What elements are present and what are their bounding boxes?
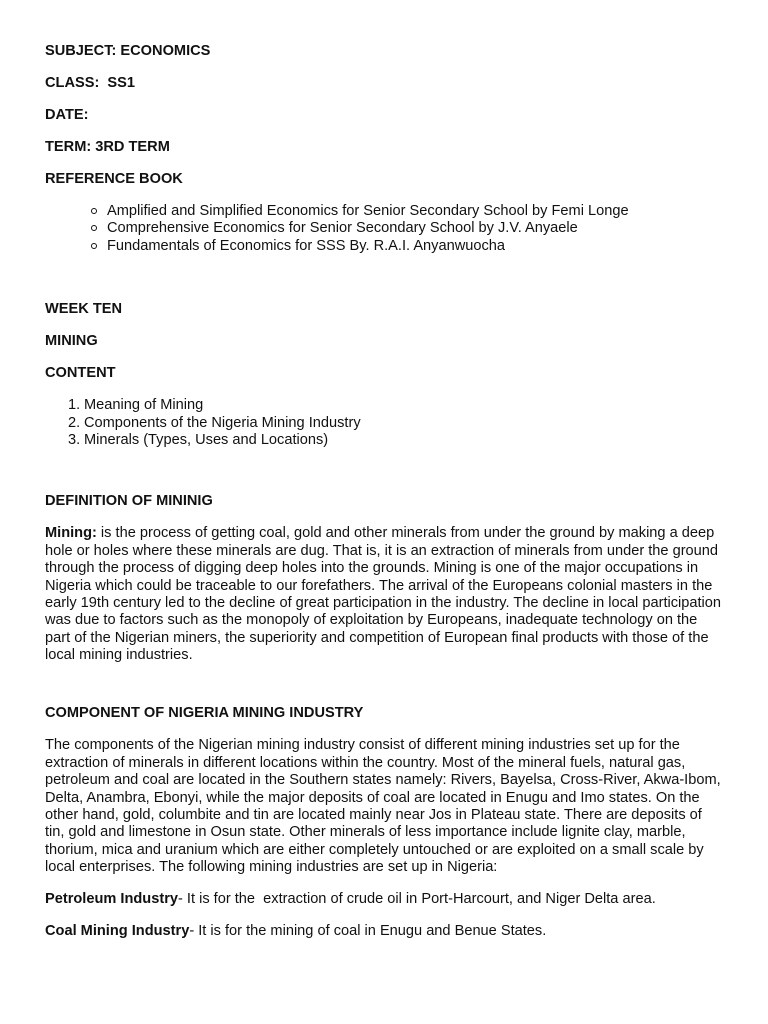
industry-name: Petroleum Industry xyxy=(45,891,178,908)
content-item-number: 3. xyxy=(68,432,81,449)
content-item-number: 2. xyxy=(68,414,81,431)
definition-text: is the process of getting coal, gold and other minerals from under the ground by making a deep hole or holes where these minerals are dug. That is, it is an extraction of minerals from under the ground through the process of digging deep holes into the grounds. Mining is one of the major occupations in Nigeria which could be traceable to our forefathers. The arrival of the Europeans colonial masters in the early 19th century led to the decline of great participation in the industry. The decline in local participation was due to factors such as the monopoly of exploitation by Europeans, inadequate technology on the part of the Nigerian miners, the superiority and competition of European final products with those of the local mining industries. xyxy=(45,525,722,664)
industry-text: - It is for the mining of coal in Enugu and Benue States. xyxy=(189,923,547,940)
industry-paragraph xyxy=(45,891,723,908)
reference-heading: REFERENCE BOOK xyxy=(45,171,183,187)
content-item-text: Components of the Nigeria Mining Industry xyxy=(84,414,361,431)
circle-bullet-icon xyxy=(91,208,97,214)
reference-item-text: Amplified and Simplified Economics for Senior Secondary School by Femi Longe xyxy=(107,203,629,219)
content-item-text: Meaning of Mining xyxy=(84,397,204,414)
definition-heading: DEFINITION OF MININIG xyxy=(45,493,213,510)
reference-item-text: Comprehensive Economics for Senior Secondary School by J.V. Anyaele xyxy=(107,220,578,237)
industry-name: Coal Mining Industry xyxy=(45,923,190,940)
reference-item xyxy=(107,203,723,220)
content-item xyxy=(68,414,723,432)
circle-bullet-icon xyxy=(91,225,97,231)
reference-item xyxy=(107,220,723,237)
class-line: CLASS: SS1 xyxy=(45,75,136,91)
content-heading: CONTENT xyxy=(45,365,116,382)
reference-item xyxy=(107,238,723,255)
component-heading: COMPONENT OF NIGERIA MINING INDUSTRY xyxy=(45,705,364,722)
content-item-number: 1. xyxy=(68,397,81,414)
content-item xyxy=(68,432,723,449)
spacer xyxy=(45,255,723,301)
term-line: TERM: 3RD TERM xyxy=(45,139,170,155)
content-item xyxy=(68,397,723,414)
industry-paragraph xyxy=(45,923,723,940)
subject-line: SUBJECT: ECONOMICS xyxy=(45,43,211,59)
spacer xyxy=(45,679,723,705)
week-heading: WEEK TEN xyxy=(45,301,123,318)
component-paragraph: The components of the Nigerian mining industry consist of different mining industries set up for the extraction of minerals in different locations within the country. Most of the mineral fuels, natural gas, petroleum and coal are located in the Southern states namely: Rivers, Bayelsa, Cross-River, Akwa-Ibom, Delta, Anambra, Ebonyi, while the major deposits of coal are located in Enugu and Imo states. On the other hand, gold, columbite and tin are located mainly near Jos in Plateau state. There are deposits of tin, gold and limestone in Osun state. Other minerals of less importance include lignite clay, marble, thorium, mica and uranium which are either completely untouched or are exploited on a small scale by local enterprises. The following mining industries are set up in Nigeria: xyxy=(45,737,721,876)
date-line: DATE: xyxy=(45,107,89,123)
industry-text: - It is for the extraction of crude oil in Port-Harcourt, and Niger Delta area. xyxy=(178,891,656,908)
topic-heading: MINING xyxy=(45,333,98,350)
definition-paragraph xyxy=(45,525,723,664)
reference-item-text: Fundamentals of Economics for SSS By. R.A.I. Anyanwuocha xyxy=(107,237,506,254)
spacer xyxy=(45,449,723,493)
reference-list xyxy=(45,203,723,255)
content-list xyxy=(45,397,723,449)
circle-bullet-icon xyxy=(91,243,97,249)
definition-term: Mining: xyxy=(45,525,97,542)
content-item-text: Minerals (Types, Uses and Locations) xyxy=(84,432,329,449)
